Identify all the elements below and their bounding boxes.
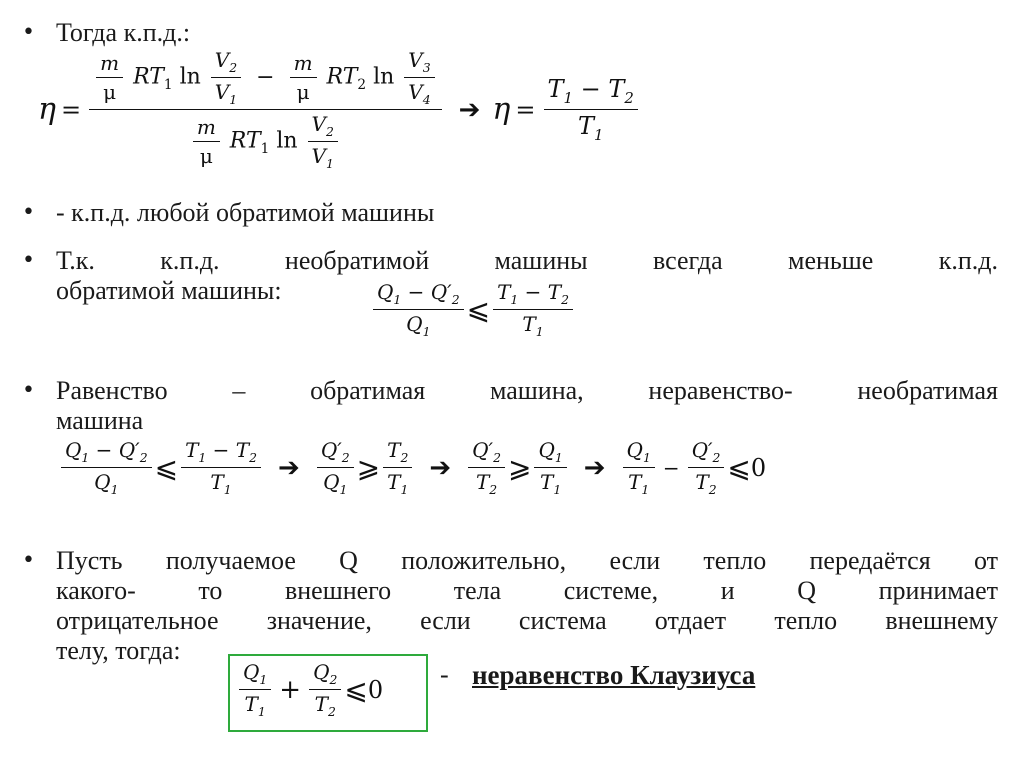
inequality-chain: $\frac{Q_1 - Q'_2}{Q_1}$ ⩽ $\frac{T_1 - T_2}{T_1}$ ➔ $\frac{Q'_2}{Q_1}$ ⩾ $\frac{T_2}{T_1}$ ➔ $\frac{Q'_2}{T_2}$ ⩾ $\frac{Q_1}{T_1}$ ➔ $\frac{Q_1}{T_1}$ − $\frac{Q'_2}{T_2}$ ⩽ 0 bbox=[58, 438, 766, 497]
bullet-5-line-3: отрицательное значение, если система отдает тепло внешнему bbox=[56, 606, 998, 635]
bullet-5-line-2: какого- то внешнего тела системе, и Q принимает bbox=[56, 576, 998, 605]
bullet-5-line-4: телу, тогда: bbox=[56, 636, 181, 665]
term-dash: - bbox=[440, 660, 449, 689]
bullet-1 bbox=[22, 18, 998, 48]
bullet-dot: • bbox=[22, 20, 35, 45]
bullet-dot: • bbox=[22, 248, 35, 273]
bullet-dot: • bbox=[22, 200, 35, 225]
bullet-4 bbox=[22, 376, 998, 436]
bullet-4-line-1: Равенство – обратимая машина, неравенство- необратимая bbox=[56, 376, 998, 405]
bullet-3-line-2: обратимой машины: bbox=[56, 276, 282, 305]
bullet-3-line-1: Т.к. к.п.д. необратимой машины всегда меньше к.п.д. bbox=[56, 246, 998, 275]
bullet-5 bbox=[22, 546, 998, 666]
bullet-4-text bbox=[56, 376, 998, 436]
bullet-1-text: Тогда к.п.д.: bbox=[56, 18, 191, 47]
bullet-2 bbox=[22, 198, 998, 228]
efficiency-formula: η = $\frac{m}{\mu}$ $RT_1$ ln $\frac{V_2}{V_1}$ − $\frac{m}{\mu}$ $RT_2$ ln $\frac{V_3}{V_4}$ $\frac{m}{\mu}$ $RT_1$ ln $\frac{V_2}{V_1}$ ➔ η = $\frac{T_1 - T_2}{T_1}$ bbox=[38, 48, 641, 171]
bullet-5-line-1: Пусть получаемое Q положительно, если тепло передаётся от bbox=[56, 546, 998, 575]
bullet-dot: • bbox=[22, 548, 35, 573]
clausius-inequality-formula: $\frac{Q_1}{T_1}$ + $\frac{Q_2}{T_2}$ ⩽ 0 bbox=[236, 660, 383, 719]
bullet-4-line-2: машина bbox=[56, 406, 144, 435]
bullet-2-text: - к.п.д. любой обратимой машины bbox=[56, 198, 435, 227]
clausius-inequality-term: неравенство Клаузиуса bbox=[472, 660, 756, 690]
bullet-5-text bbox=[56, 546, 998, 666]
bullet-dot: • bbox=[22, 378, 35, 403]
irreversible-efficiency-inequality: $\frac{Q_1 - Q'_2}{Q_1}$ ⩽ $\frac{T_1 - T_2}{T_1}$ bbox=[370, 280, 576, 339]
